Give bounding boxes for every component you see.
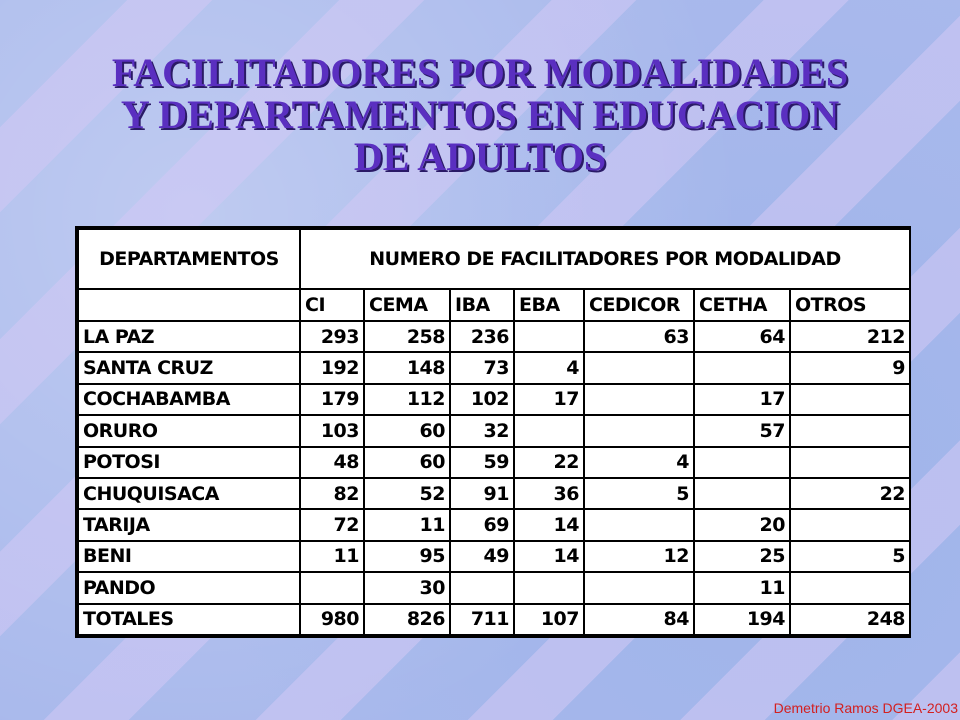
table-row [78,478,910,509]
facilitator-count-cell: 192 [300,352,364,383]
facilitator-count-cell [790,415,910,446]
facilitator-count-cell: 84 [584,604,694,635]
facilitator-count-cell [450,572,514,603]
facilitator-count-cell: 212 [790,321,910,352]
facilitator-count-cell [300,572,364,603]
department-name: POTOSI [78,447,300,478]
header-row-1 [78,229,910,289]
facilitator-count-cell: 179 [300,384,364,415]
facilitator-count-cell: 22 [790,478,910,509]
facilitator-count-cell [514,321,584,352]
facilitator-count-cell: 91 [450,478,514,509]
facilitator-count-cell: 236 [450,321,514,352]
facilitators-table [77,228,911,636]
header-row-2 [78,289,910,321]
facilitator-count-cell [694,447,790,478]
facilitator-count-cell: 64 [694,321,790,352]
facilitator-count-cell: 826 [364,604,450,635]
group-header: NUMERO DE FACILITADORES POR MODALIDAD [300,229,910,289]
dept-header-blank [78,289,300,321]
department-name: BENI [78,541,300,572]
facilitator-count-cell [694,478,790,509]
facilitator-count-cell: 14 [514,541,584,572]
facilitator-count-cell [694,352,790,383]
table-row [78,447,910,478]
facilitator-count-cell: 102 [450,384,514,415]
facilitator-count-cell: 60 [364,415,450,446]
facilitator-count-cell: 72 [300,509,364,540]
facilitator-count-cell: 95 [364,541,450,572]
facilitator-count-cell: 12 [584,541,694,572]
department-name: PANDO [78,572,300,603]
column-header: OTROS [790,289,910,321]
facilitator-count-cell: 22 [514,447,584,478]
facilitator-count-cell: 11 [364,509,450,540]
facilitator-count-cell [790,572,910,603]
facilitator-count-cell: 36 [514,478,584,509]
table-row [78,509,910,540]
facilitator-count-cell [584,572,694,603]
facilitator-count-cell: 63 [584,321,694,352]
department-name: TOTALES [78,604,300,635]
facilitator-count-cell: 112 [364,384,450,415]
table-row [78,572,910,603]
facilitator-count-cell: 980 [300,604,364,635]
department-name: COCHABAMBA [78,384,300,415]
facilitator-count-cell: 258 [364,321,450,352]
facilitator-count-cell: 17 [514,384,584,415]
facilitator-count-cell: 49 [450,541,514,572]
department-name: SANTA CRUZ [78,352,300,383]
facilitator-count-cell [790,509,910,540]
facilitator-count-cell: 5 [584,478,694,509]
totals-row [78,604,910,635]
department-name: LA PAZ [78,321,300,352]
facilitator-count-cell: 4 [584,447,694,478]
facilitators-table-container [75,226,911,638]
facilitator-count-cell: 9 [790,352,910,383]
table-row [78,352,910,383]
table-row [78,321,910,352]
column-header: EBA [514,289,584,321]
facilitator-count-cell: 4 [514,352,584,383]
facilitator-count-cell: 293 [300,321,364,352]
facilitator-count-cell [584,352,694,383]
author-credit: Demetrio Ramos DGEA-2003 [773,700,958,716]
department-name: ORURO [78,415,300,446]
department-name: TARIJA [78,509,300,540]
facilitator-count-cell: 73 [450,352,514,383]
column-header: CI [300,289,364,321]
facilitator-count-cell: 5 [790,541,910,572]
facilitator-count-cell: 711 [450,604,514,635]
facilitator-count-cell: 107 [514,604,584,635]
table-row [78,415,910,446]
facilitator-count-cell: 11 [694,572,790,603]
facilitator-count-cell: 32 [450,415,514,446]
facilitator-count-cell: 103 [300,415,364,446]
facilitator-count-cell: 30 [364,572,450,603]
facilitator-count-cell: 57 [694,415,790,446]
table-body [78,321,910,635]
column-header: CETHA [694,289,790,321]
facilitator-count-cell [790,447,910,478]
table-row [78,541,910,572]
facilitator-count-cell [790,384,910,415]
column-header: CEMA [364,289,450,321]
facilitator-count-cell [514,415,584,446]
facilitator-count-cell [514,572,584,603]
facilitator-count-cell: 148 [364,352,450,383]
facilitator-count-cell: 14 [514,509,584,540]
facilitator-count-cell: 248 [790,604,910,635]
dept-header: DEPARTAMENTOS [78,229,300,289]
title-line-1: FACILITADORES POR MODALIDADES [111,50,849,95]
facilitator-count-cell: 17 [694,384,790,415]
facilitator-count-cell: 59 [450,447,514,478]
title-line-2: Y DEPARTAMENTOS EN EDUCACION [120,92,840,137]
column-header: IBA [450,289,514,321]
table-row [78,384,910,415]
facilitator-count-cell [584,509,694,540]
title-line-3: DE ADULTOS [353,134,607,179]
facilitator-count-cell: 52 [364,478,450,509]
slide-title [0,52,960,178]
facilitator-count-cell: 48 [300,447,364,478]
facilitator-count-cell [584,415,694,446]
facilitator-count-cell: 11 [300,541,364,572]
facilitator-count-cell [584,384,694,415]
facilitator-count-cell: 194 [694,604,790,635]
facilitator-count-cell: 82 [300,478,364,509]
facilitator-count-cell: 20 [694,509,790,540]
facilitator-count-cell: 60 [364,447,450,478]
department-name: CHUQUISACA [78,478,300,509]
facilitator-count-cell: 69 [450,509,514,540]
facilitator-count-cell: 25 [694,541,790,572]
column-header: CEDICOR [584,289,694,321]
